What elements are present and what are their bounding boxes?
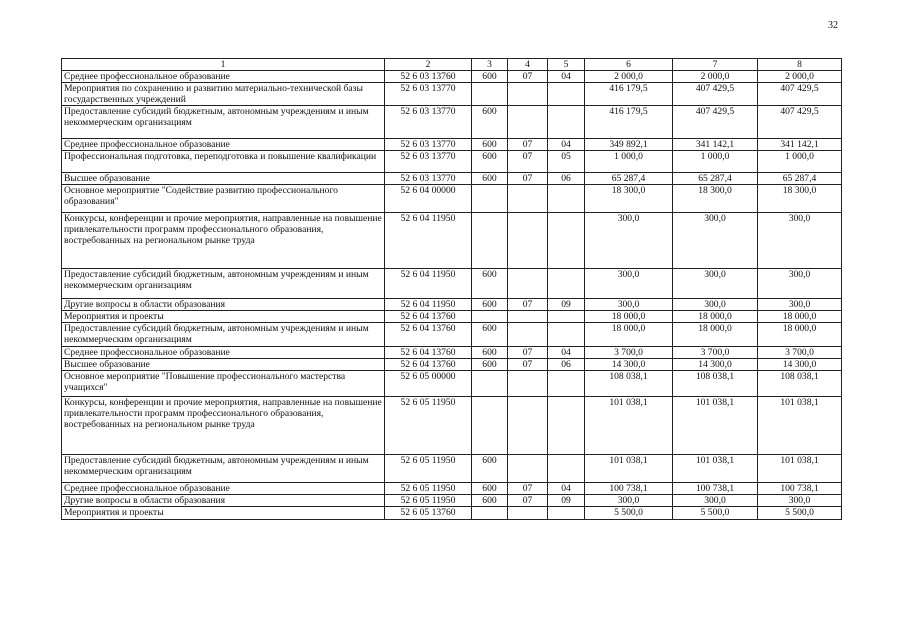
row-amount-col7-cell: 300,0	[673, 299, 758, 311]
row-amount-col8-cell: 108 038,1	[758, 371, 842, 397]
column-header: 4	[508, 59, 548, 71]
row-amount-col6-cell: 300,0	[585, 299, 673, 311]
row-subsection-cell	[548, 507, 585, 520]
row-section-cell	[508, 397, 548, 455]
row-code-cell: 52 6 03 13770	[385, 83, 472, 106]
row-amount-col8-cell: 407 429,5	[758, 83, 842, 106]
row-code-cell: 52 6 05 00000	[385, 371, 472, 397]
row-subsection-cell	[548, 213, 585, 269]
row-expense-type-cell: 600	[472, 495, 508, 507]
row-amount-col6-cell: 100 738,1	[585, 483, 673, 495]
row-name-cell: Предоставление субсидий бюджетным, автономным учреждениям и иным некоммерческим организациям	[62, 106, 385, 139]
row-subsection-cell	[548, 397, 585, 455]
row-expense-type-cell: 600	[472, 323, 508, 347]
row-amount-col6-cell: 416 179,5	[585, 106, 673, 139]
row-amount-col7-cell: 65 287,4	[673, 173, 758, 185]
column-header: 1	[62, 59, 385, 71]
row-amount-col7-cell: 300,0	[673, 213, 758, 269]
row-amount-col8-cell: 3 700,0	[758, 347, 842, 359]
row-amount-col8-cell: 18 000,0	[758, 311, 842, 323]
row-section-cell	[508, 311, 548, 323]
row-code-cell: 52 6 04 13760	[385, 347, 472, 359]
column-header: 6	[585, 59, 673, 71]
row-name-cell: Профессиональная подготовка, переподготовка и повышение квалификации	[62, 151, 385, 173]
row-amount-col8-cell: 101 038,1	[758, 455, 842, 483]
row-amount-col6-cell: 108 038,1	[585, 371, 673, 397]
row-section-cell: 07	[508, 359, 548, 371]
table-row	[62, 151, 842, 173]
table-row	[62, 185, 842, 213]
row-amount-col7-cell: 18 000,0	[673, 311, 758, 323]
row-amount-col8-cell: 300,0	[758, 213, 842, 269]
row-section-cell	[508, 213, 548, 269]
row-amount-col6-cell: 416 179,5	[585, 83, 673, 106]
table-row	[62, 359, 842, 371]
row-subsection-cell	[548, 455, 585, 483]
header-row	[62, 59, 842, 71]
row-code-cell: 52 6 04 11950	[385, 299, 472, 311]
row-name-cell: Мероприятия и проекты	[62, 507, 385, 520]
row-name-cell: Среднее профессиональное образование	[62, 139, 385, 151]
row-name-cell: Основное мероприятие "Содействие развитию профессионального образования"	[62, 185, 385, 213]
column-header: 7	[673, 59, 758, 71]
row-amount-col6-cell: 18 000,0	[585, 311, 673, 323]
row-expense-type-cell	[472, 371, 508, 397]
row-subsection-cell: 04	[548, 483, 585, 495]
row-section-cell	[508, 83, 548, 106]
row-subsection-cell: 09	[548, 299, 585, 311]
row-amount-col7-cell: 100 738,1	[673, 483, 758, 495]
row-expense-type-cell: 600	[472, 269, 508, 299]
table-row	[62, 347, 842, 359]
row-code-cell: 52 6 04 13760	[385, 311, 472, 323]
table-row	[62, 323, 842, 347]
row-amount-col7-cell: 18 300,0	[673, 185, 758, 213]
table-row	[62, 371, 842, 397]
table-row	[62, 83, 842, 106]
row-amount-col7-cell: 300,0	[673, 495, 758, 507]
row-subsection-cell	[548, 269, 585, 299]
row-amount-col6-cell: 3 700,0	[585, 347, 673, 359]
row-name-cell: Основное мероприятие "Повышение профессионального мастерства учащихся"	[62, 371, 385, 397]
row-name-cell: Предоставление субсидий бюджетным, автономным учреждениям и иным некоммерческим организациям	[62, 455, 385, 483]
row-expense-type-cell	[472, 83, 508, 106]
row-name-cell: Высшее образование	[62, 173, 385, 185]
row-expense-type-cell: 600	[472, 299, 508, 311]
row-subsection-cell	[548, 371, 585, 397]
row-amount-col8-cell: 300,0	[758, 299, 842, 311]
row-amount-col7-cell: 101 038,1	[673, 455, 758, 483]
row-code-cell: 52 6 04 13760	[385, 359, 472, 371]
row-amount-col8-cell: 14 300,0	[758, 359, 842, 371]
row-subsection-cell: 05	[548, 151, 585, 173]
table-row	[62, 507, 842, 520]
column-header: 8	[758, 59, 842, 71]
row-amount-col8-cell: 18 300,0	[758, 185, 842, 213]
row-amount-col7-cell: 2 000,0	[673, 71, 758, 83]
row-subsection-cell: 04	[548, 71, 585, 83]
row-section-cell: 07	[508, 299, 548, 311]
row-amount-col6-cell: 300,0	[585, 269, 673, 299]
row-name-cell: Мероприятия и проекты	[62, 311, 385, 323]
row-section-cell: 07	[508, 71, 548, 83]
row-subsection-cell: 04	[548, 347, 585, 359]
row-section-cell	[508, 455, 548, 483]
row-code-cell: 52 6 03 13770	[385, 173, 472, 185]
row-expense-type-cell	[472, 311, 508, 323]
row-code-cell: 52 6 05 11950	[385, 495, 472, 507]
row-amount-col7-cell: 14 300,0	[673, 359, 758, 371]
row-name-cell: Среднее профессиональное образование	[62, 483, 385, 495]
row-amount-col8-cell: 341 142,1	[758, 139, 842, 151]
row-amount-col7-cell: 300,0	[673, 269, 758, 299]
row-name-cell: Мероприятия по сохранению и развитию материально-технической базы государственных учреждений	[62, 83, 385, 106]
row-amount-col8-cell: 300,0	[758, 495, 842, 507]
table-row	[62, 483, 842, 495]
table-row	[62, 455, 842, 483]
row-code-cell: 52 6 05 11950	[385, 483, 472, 495]
row-subsection-cell: 09	[548, 495, 585, 507]
row-amount-col6-cell: 2 000,0	[585, 71, 673, 83]
table-row	[62, 106, 842, 139]
row-expense-type-cell: 600	[472, 483, 508, 495]
row-amount-col8-cell: 101 038,1	[758, 397, 842, 455]
row-amount-col8-cell: 65 287,4	[758, 173, 842, 185]
column-header: 2	[385, 59, 472, 71]
row-subsection-cell	[548, 311, 585, 323]
row-amount-col6-cell: 349 892,1	[585, 139, 673, 151]
row-subsection-cell: 06	[548, 173, 585, 185]
row-amount-col7-cell: 5 500,0	[673, 507, 758, 520]
row-amount-col8-cell: 407 429,5	[758, 106, 842, 139]
row-subsection-cell	[548, 185, 585, 213]
row-section-cell: 07	[508, 347, 548, 359]
row-expense-type-cell	[472, 397, 508, 455]
row-code-cell: 52 6 04 11950	[385, 213, 472, 269]
row-amount-col8-cell: 18 000,0	[758, 323, 842, 347]
row-expense-type-cell: 600	[472, 139, 508, 151]
table-row	[62, 299, 842, 311]
row-code-cell: 52 6 03 13760	[385, 71, 472, 83]
row-amount-col7-cell: 3 700,0	[673, 347, 758, 359]
row-expense-type-cell	[472, 213, 508, 269]
row-subsection-cell	[548, 83, 585, 106]
row-amount-col8-cell: 100 738,1	[758, 483, 842, 495]
table-row	[62, 71, 842, 83]
row-section-cell: 07	[508, 139, 548, 151]
row-expense-type-cell: 600	[472, 173, 508, 185]
row-code-cell: 52 6 03 13770	[385, 151, 472, 173]
row-amount-col7-cell: 341 142,1	[673, 139, 758, 151]
row-code-cell: 52 6 03 13770	[385, 106, 472, 139]
row-subsection-cell	[548, 323, 585, 347]
row-amount-col6-cell: 14 300,0	[585, 359, 673, 371]
row-expense-type-cell: 600	[472, 455, 508, 483]
row-section-cell: 07	[508, 495, 548, 507]
row-amount-col8-cell: 1 000,0	[758, 151, 842, 173]
row-code-cell: 52 6 05 13760	[385, 507, 472, 520]
row-name-cell: Высшее образование	[62, 359, 385, 371]
row-amount-col6-cell: 5 500,0	[585, 507, 673, 520]
row-amount-col6-cell: 1 000,0	[585, 151, 673, 173]
row-expense-type-cell: 600	[472, 71, 508, 83]
row-name-cell: Другие вопросы в области образования	[62, 299, 385, 311]
row-section-cell: 07	[508, 483, 548, 495]
row-amount-col7-cell: 407 429,5	[673, 83, 758, 106]
table-row	[62, 495, 842, 507]
row-section-cell: 07	[508, 151, 548, 173]
table-row	[62, 311, 842, 323]
row-amount-col8-cell: 5 500,0	[758, 507, 842, 520]
table-row	[62, 139, 842, 151]
row-expense-type-cell: 600	[472, 359, 508, 371]
row-expense-type-cell	[472, 507, 508, 520]
row-amount-col7-cell: 1 000,0	[673, 151, 758, 173]
row-amount-col8-cell: 300,0	[758, 269, 842, 299]
table-body	[62, 71, 842, 520]
page-number: 32	[828, 20, 838, 31]
row-amount-col8-cell: 2 000,0	[758, 71, 842, 83]
row-subsection-cell: 06	[548, 359, 585, 371]
row-name-cell: Предоставление субсидий бюджетным, автономным учреждениям и иным некоммерческим организациям	[62, 269, 385, 299]
row-name-cell: Предоставление субсидий бюджетным, автономным учреждениям и иным некоммерческим организациям	[62, 323, 385, 347]
row-name-cell: Конкурсы, конференции и прочие мероприятия, направленные на повышение привлекательности программ профессионального образования, востребованных на региональном рынке труда	[62, 213, 385, 269]
row-amount-col7-cell: 407 429,5	[673, 106, 758, 139]
row-section-cell	[508, 185, 548, 213]
row-amount-col6-cell: 300,0	[585, 495, 673, 507]
row-amount-col6-cell: 300,0	[585, 213, 673, 269]
row-code-cell: 52 6 05 11950	[385, 397, 472, 455]
row-amount-col7-cell: 101 038,1	[673, 397, 758, 455]
row-name-cell: Конкурсы, конференции и прочие мероприятия, направленные на повышение привлекательности программ профессионального образования, востребованных на региональном рынке труда	[62, 397, 385, 455]
row-name-cell: Среднее профессиональное образование	[62, 347, 385, 359]
row-section-cell	[508, 269, 548, 299]
row-section-cell: 07	[508, 173, 548, 185]
row-code-cell: 52 6 04 11950	[385, 269, 472, 299]
budget-table	[61, 58, 842, 520]
row-amount-col6-cell: 101 038,1	[585, 397, 673, 455]
row-amount-col6-cell: 101 038,1	[585, 455, 673, 483]
row-amount-col6-cell: 18 300,0	[585, 185, 673, 213]
row-section-cell	[508, 507, 548, 520]
row-amount-col6-cell: 65 287,4	[585, 173, 673, 185]
row-subsection-cell	[548, 106, 585, 139]
row-amount-col7-cell: 108 038,1	[673, 371, 758, 397]
column-header: 5	[548, 59, 585, 71]
table-row	[62, 213, 842, 269]
row-expense-type-cell: 600	[472, 347, 508, 359]
row-section-cell	[508, 106, 548, 139]
row-expense-type-cell: 600	[472, 151, 508, 173]
row-subsection-cell: 04	[548, 139, 585, 151]
row-amount-col6-cell: 18 000,0	[585, 323, 673, 347]
row-amount-col7-cell: 18 000,0	[673, 323, 758, 347]
row-code-cell: 52 6 05 11950	[385, 455, 472, 483]
table-row	[62, 173, 842, 185]
row-code-cell: 52 6 04 00000	[385, 185, 472, 213]
row-code-cell: 52 6 04 13760	[385, 323, 472, 347]
row-expense-type-cell: 600	[472, 106, 508, 139]
row-code-cell: 52 6 03 13770	[385, 139, 472, 151]
row-name-cell: Другие вопросы в области образования	[62, 495, 385, 507]
row-name-cell: Среднее профессиональное образование	[62, 71, 385, 83]
row-section-cell	[508, 371, 548, 397]
row-expense-type-cell	[472, 185, 508, 213]
table-row	[62, 397, 842, 455]
table-row	[62, 269, 842, 299]
column-header: 3	[472, 59, 508, 71]
row-section-cell	[508, 323, 548, 347]
